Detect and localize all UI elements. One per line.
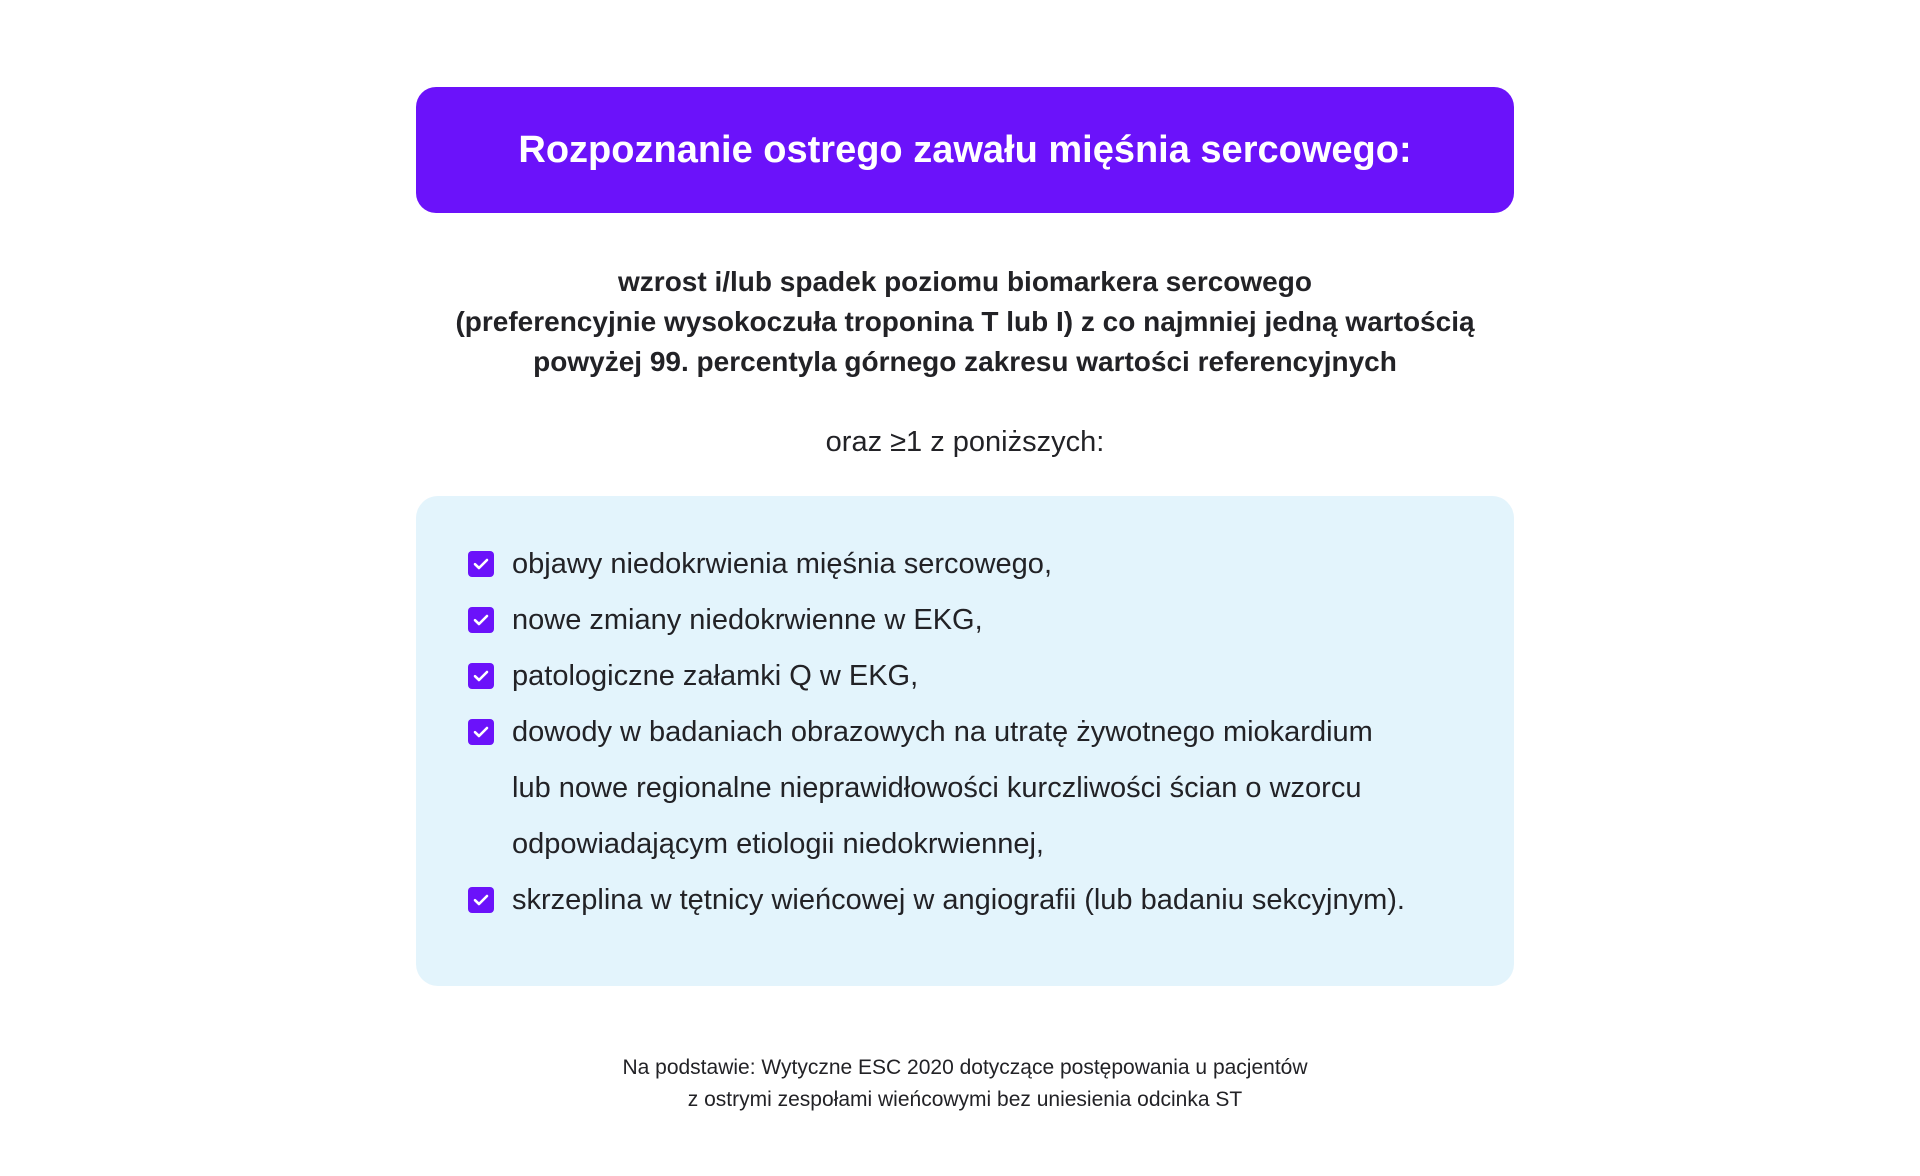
list-item-line: nowe zmiany niedokrwienne w EKG, xyxy=(512,604,983,636)
criterion-line: powyżej 99. percentyla górnego zakresu wartości referencyjnych xyxy=(533,346,1397,377)
checkbox-checked-icon xyxy=(468,887,494,913)
list-item-text xyxy=(512,872,1405,928)
page-title: Rozpoznanie ostrego zawału mięśnia sercowego: xyxy=(518,128,1412,171)
list-item-line: dowody w badaniach obrazowych na utratę żywotnego miokardium xyxy=(512,716,1373,748)
source-citation xyxy=(416,1052,1514,1116)
list-item-line: objawy niedokrwienia mięśnia sercowego, xyxy=(512,548,1052,580)
list-item-text xyxy=(512,648,918,704)
criterion-line: (preferencyjnie wysokoczuła troponina T lub I) z co najmniej jedną wartością xyxy=(455,306,1475,337)
list-item-line: odpowiadającym etiologii niedokrwiennej, xyxy=(512,828,1044,860)
source-line: z ostrymi zespołami wieńcowymi bez uniesienia odcinka ST xyxy=(687,1088,1243,1111)
title-banner xyxy=(416,87,1514,213)
main-criterion xyxy=(416,262,1514,382)
criterion-line: wzrost i/lub spadek poziomu biomarkera sercowego xyxy=(618,266,1312,297)
list-item xyxy=(468,872,1484,928)
checklist xyxy=(468,536,1484,928)
list-item xyxy=(468,592,1484,648)
checkbox-checked-icon xyxy=(468,551,494,577)
checkbox-checked-icon xyxy=(468,663,494,689)
list-item-line: patologiczne załamki Q w EKG, xyxy=(512,660,919,692)
list-item xyxy=(468,704,1484,872)
checkbox-checked-icon xyxy=(468,607,494,633)
list-item xyxy=(468,648,1484,704)
list-item-text xyxy=(512,536,1052,592)
source-line: Na podstawie: Wytyczne ESC 2020 dotyczące postępowania u pacjentów xyxy=(622,1056,1308,1079)
additional-criteria-intro: oraz ≥1 z poniższych: xyxy=(825,426,1105,458)
list-item-text xyxy=(512,704,1373,872)
list-item-line: skrzeplina w tętnicy wieńcowej w angiografii (lub badaniu sekcyjnym). xyxy=(512,884,1405,916)
list-item-line: lub nowe regionalne nieprawidłowości kurczliwości ścian o wzorcu xyxy=(512,772,1362,804)
checklist-panel xyxy=(416,496,1514,986)
list-item-text xyxy=(512,592,983,648)
list-item xyxy=(468,536,1484,592)
checkbox-checked-icon xyxy=(468,719,494,745)
